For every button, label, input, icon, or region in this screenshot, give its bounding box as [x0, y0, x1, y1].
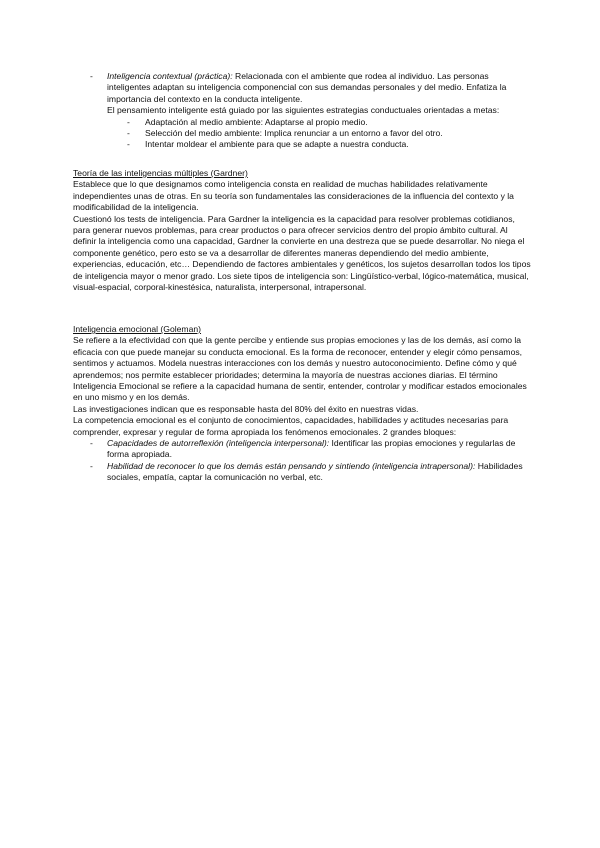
- item-label: Inteligencia contextual (práctica):: [107, 71, 233, 81]
- sub-list-item: [73, 139, 533, 150]
- list-item-text: [107, 438, 533, 461]
- item-text: Identificar las propias emociones y regularlas de forma apropiada.: [107, 438, 516, 460]
- bullet-dash: -: [127, 116, 130, 127]
- goleman-section: [73, 324, 533, 484]
- item-text: Relacionada con el ambiente que rodea al individuo. Las personas inteligentes adaptan su inteligencia componencial con sus demandas personales y del medio. Enfatiza la importancia del contexto en la conducta inteligente.: [107, 71, 507, 104]
- bullet-dash: -: [90, 438, 93, 449]
- sub-item-text: Intentar moldear el ambiente para que se adapte a nuestra conducta.: [145, 139, 409, 150]
- sub-item-text: Adaptación al medio ambiente: Adaptarse al propio medio.: [145, 116, 368, 127]
- bullet-dash: -: [127, 139, 130, 150]
- list-item: [73, 461, 533, 484]
- paragraph: Establece que lo que designamos como inteligencia consta en realidad de muchas habilidades relativamente independientes unas de otras. En su teoría son fundamentales las consideraciones de la influencia del contexto y la modificabilidad de la inteligencia.: [73, 179, 514, 213]
- paragraph: La competencia emocional es el conjunto de conocimientos, capacidades, habilidades y actitudes necesarias para comprender, expresar y regular de forma apropiada los fenómenos emocionales. 2 grandes bloques:: [73, 415, 509, 437]
- contextual-section: [73, 71, 533, 151]
- list-item: [73, 71, 533, 105]
- paragraph: Se refiere a la efectividad con que la gente percibe y entiende sus propias emociones y las de los demás, así como la eficacia con que puede manejar su conducta emocional. Es la forma de reconocer, entender y elegir cómo pensamos, sentimos y actuamos. Modela nuestras interacciones con los demás y nuestro autoconocimiento. Define cómo y qué aprendemos; nos permite establecer prioridades; determina la mayoría de nuestras acciones diarias. El término Inteligencia Emocional se refiere a la capacidad humana de sentir, entender, controlar y modificar estados emocionales en uno mismo y en los demás.: [73, 335, 527, 403]
- sub-list-item: [73, 128, 533, 139]
- item-text: Habilidades sociales, empatía, captar la comunicación no verbal, etc.: [107, 460, 523, 483]
- bullet-dash: -: [90, 460, 93, 471]
- gardner-section: [73, 168, 533, 293]
- item-label: Capacidades de autorreflexión (inteligencia interpersonal):: [107, 438, 330, 449]
- paragraph: El pensamiento inteligente está guiado por las siguientes estrategias conductuales orientadas a metas:: [107, 105, 500, 116]
- bullet-dash: -: [127, 128, 130, 139]
- sub-list-item: [73, 117, 533, 128]
- item-label: Habilidad de reconocer lo que los demás están pensando y sintiendo (inteligencia intrapersonal):: [107, 460, 476, 471]
- paragraph: Cuestionó los tests de inteligencia. Para Gardner la inteligencia es la capacidad para resolver problemas cotidianos, para generar nuevos problemas, para crear productos o para ofrecer servicios dentro del propio ámbito cultural. Al definir la inteligencia como una capacidad, Gardner la convierte en una destreza que se puede desarrollar. No niega el componente genético, pero esto se va a desarrollar de diferentes maneras dependiendo del medio ambiente, experiencias, educación, etc… Dependiendo de factores ambientales y genéticos, los sujetos desarrollan todos los tipos de inteligencia mayor o menor grado. Los siete tipos de inteligencia son: Lingüístico-verbal, lógico-matemática, musical, visual-espacial, corporal-kinestésica, naturalista, interpersonal, intrapersonal.: [73, 213, 531, 293]
- bullet-dash: -: [90, 71, 93, 81]
- list-item-text: [107, 71, 533, 105]
- section-heading: Teoría de las inteligencias múltiples (Gardner): [73, 168, 248, 178]
- paragraph: Las investigaciones indican que es responsable hasta del 80% del éxito en nuestras vidas.: [73, 403, 419, 414]
- section-heading: Inteligencia emocional (Goleman): [73, 324, 202, 334]
- sub-item-text: Selección del medio ambiente: Implica renunciar a un entorno a favor del otro.: [145, 128, 443, 139]
- list-item-text: [107, 461, 533, 484]
- list-item: [73, 438, 533, 461]
